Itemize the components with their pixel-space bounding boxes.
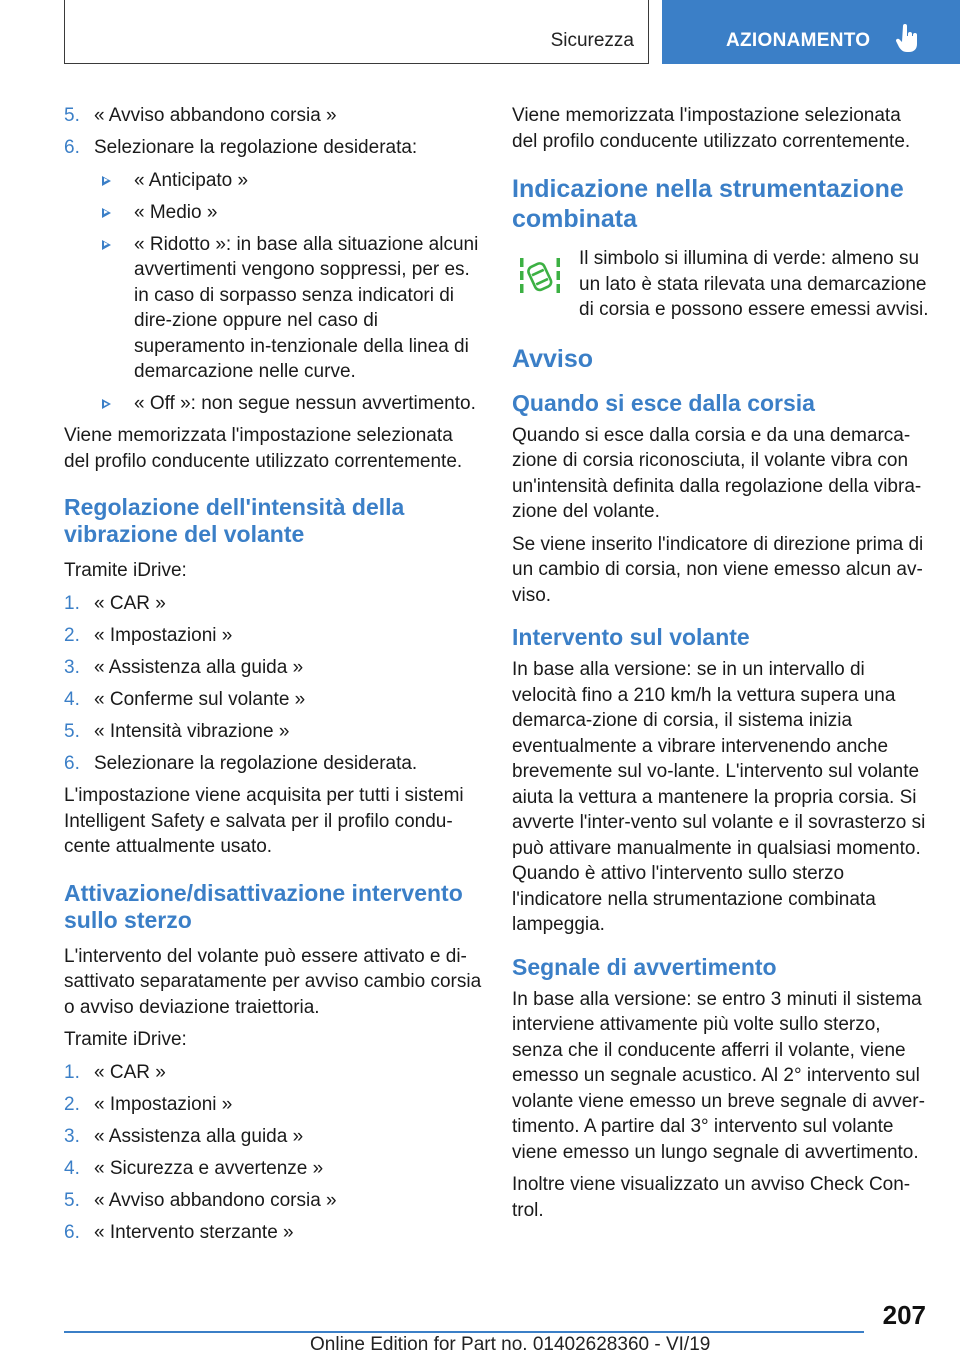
- heading-intensity: Regolazione dell'intensità della vibrazione del volante: [64, 494, 405, 547]
- step-number: 4.: [64, 1157, 80, 1179]
- option-item: [94, 200, 482, 226]
- paragraph: In base alla versione: se in un intervallo di velocità fino a 210 km/h la vettura supera una demarca‐zione di corsia, il sistema inizia eventualmente a vibrare intervenendo anche brevemente sul vo‐lante. L'intervento sul volante aiuta la vettura a mantenere la propria corsia. Si avverte l'inter‐vento sul volante e il sovrasterzo si può attivare manualmente in qualsiasi momento. Quando è attivo l'intervento sullo sterzo l'indicatore nella strumentazione combinata lampeggia.: [512, 659, 926, 935]
- step-text: « Impostazioni »: [94, 624, 233, 646]
- step-text: Selezionare la regolazione desiderata:: [94, 137, 418, 158]
- paragraph: Se viene inserito l'indicatore di direzione prima di un cambio di corsia, non viene emesso alcun av‐viso.: [512, 533, 924, 606]
- step-text: « Assistenza alla guida »: [94, 656, 304, 678]
- list-item: [64, 1188, 482, 1214]
- step-number: 5.: [64, 720, 80, 742]
- paragraph: In base alla versione: se entro 3 minuti il sistema interviene attivamente più volte sullo sterzo, senza che il conducente afferri il volante, viene emesso un segnale acustico. Al 2° intervento sul volante viene emesso un breve segnale di avver‐timento. A partire dal 3° intervento sul volante viene emesso un lungo segnale di avvertimento.: [512, 988, 925, 1163]
- footer-edition: Online Edition for Part no. 01402628360 - VI/19: [310, 1334, 711, 1355]
- list-item: [64, 1124, 482, 1150]
- list-item: [64, 1220, 482, 1246]
- option-item: [94, 232, 482, 385]
- list-item: [64, 103, 482, 129]
- heading-warning: Avviso: [512, 344, 594, 373]
- triangle-bullet-icon: [102, 399, 111, 409]
- list-item: [64, 655, 482, 681]
- triangle-bullet-icon: [102, 240, 111, 250]
- section-title: Sicurezza: [550, 30, 634, 51]
- triangle-bullet-icon: [102, 208, 111, 218]
- lane-departure-icon: [520, 252, 560, 300]
- paragraph: Viene memorizzata l'impostazione selezionata del profilo conducente utilizzato correntemente.: [512, 105, 911, 152]
- list-item: [64, 751, 482, 777]
- step-number: 2.: [64, 1093, 80, 1115]
- step-number: 6.: [64, 137, 80, 158]
- step-number: 5.: [64, 1189, 80, 1211]
- option-text: « Ridotto »: in base alla situazione alcuni avvertimenti vengono soppressi, per es. in caso di sorpasso senza indicatori di dire‐zione oppure nel caso di superamento in‐tenzionale della linea di demarcazione nelle curve.: [134, 233, 479, 382]
- steps-list-activation: [64, 1060, 482, 1246]
- step-text: « Conferme sul volante »: [94, 688, 306, 710]
- option-item: [94, 168, 482, 194]
- step-number: 1.: [64, 1061, 80, 1083]
- icon-note: [512, 246, 930, 323]
- paragraph: Tramite iDrive:: [64, 1029, 187, 1050]
- step-number: 3.: [64, 1125, 80, 1147]
- step-number: 6.: [64, 1221, 80, 1243]
- list-item: [64, 591, 482, 617]
- hand-pointer-icon: [896, 24, 920, 54]
- list-item: [64, 687, 482, 713]
- step-number: 2.: [64, 624, 80, 646]
- list-item: [64, 135, 482, 161]
- options-list: [94, 168, 482, 417]
- list-item: [64, 719, 482, 745]
- step-text: « CAR »: [94, 592, 166, 614]
- list-item: [64, 623, 482, 649]
- step-number: 1.: [64, 592, 80, 614]
- paragraph: L'impostazione viene acquisita per tutti i sistemi Intelligent Safety e salvata per il profilo condu‐cente attualmente usato.: [64, 785, 464, 857]
- step-text: « Impostazioni »: [94, 1093, 233, 1115]
- heading-display: Indicazione nella strumentazione combinata: [512, 175, 904, 233]
- page-number: 207: [882, 1300, 926, 1330]
- heading-intervention: Intervento sul volante: [512, 624, 750, 650]
- chapter-tab[interactable]: [662, 0, 960, 64]
- left-column: [64, 103, 482, 1252]
- option-text: « Medio »: [134, 201, 218, 223]
- step-number: 3.: [64, 656, 80, 678]
- option-text: « Anticipato »: [134, 169, 249, 191]
- triangle-bullet-icon: [102, 176, 111, 186]
- step-text: « Assistenza alla guida »: [94, 1125, 304, 1147]
- icon-description: Il simbolo si illumina di verde: almeno su un lato è stata rilevata una demarcazione di corsia e possono essere emessi avvisi.: [579, 248, 929, 320]
- footer-divider: [64, 1331, 864, 1333]
- step-text: « Intensità vibrazione »: [94, 720, 290, 742]
- step-number: 5.: [64, 105, 80, 126]
- header-section-box: [64, 0, 649, 64]
- paragraph: Inoltre viene visualizzato un avviso Check Con‐trol.: [512, 1174, 911, 1221]
- heading-warning-signal: Segnale di avvertimento: [512, 953, 777, 980]
- list-item: [64, 1060, 482, 1086]
- step-text: « Intervento sterzante »: [94, 1221, 294, 1243]
- option-item: [94, 391, 482, 417]
- paragraph: Tramite iDrive:: [64, 560, 187, 581]
- list-item: [64, 1092, 482, 1118]
- steps-list-top: [64, 103, 482, 161]
- list-item: [64, 1156, 482, 1182]
- step-number: 6.: [64, 752, 80, 774]
- step-text: « Sicurezza e avvertenze »: [94, 1157, 324, 1179]
- paragraph: L'intervento del volante può essere attivato e di‐sattivato separatamente per avviso cambio corsia o avviso deviazione traiettoria.: [64, 945, 482, 1018]
- right-column: [512, 103, 930, 1230]
- paragraph: Viene memorizzata l'impostazione selezionata del profilo conducente utilizzato correntemente.: [64, 425, 463, 472]
- step-text: « CAR »: [94, 1061, 166, 1083]
- paragraph: Quando si esce dalla corsia e da una demarca‐zione di corsia riconosciuta, il volante vibra con un'intensità definita dalla regolazione della vibra‐zione del volante.: [512, 424, 922, 522]
- heading-activation: Attivazione/disattivazione intervento sullo sterzo: [64, 879, 463, 933]
- chapter-tab-label: AZIONAMENTO: [726, 30, 871, 51]
- step-text: « Avviso abbandono corsia »: [94, 1189, 337, 1211]
- heading-leaving-lane: Quando si esce dalla corsia: [512, 389, 815, 416]
- step-text: Selezionare la regolazione desiderata.: [94, 752, 418, 774]
- steps-list-intensity: [64, 591, 482, 777]
- step-text: « Avviso abbandono corsia »: [94, 105, 337, 126]
- option-text: « Off »: non segue nessun avvertimento.: [134, 393, 476, 414]
- step-number: 4.: [64, 688, 80, 710]
